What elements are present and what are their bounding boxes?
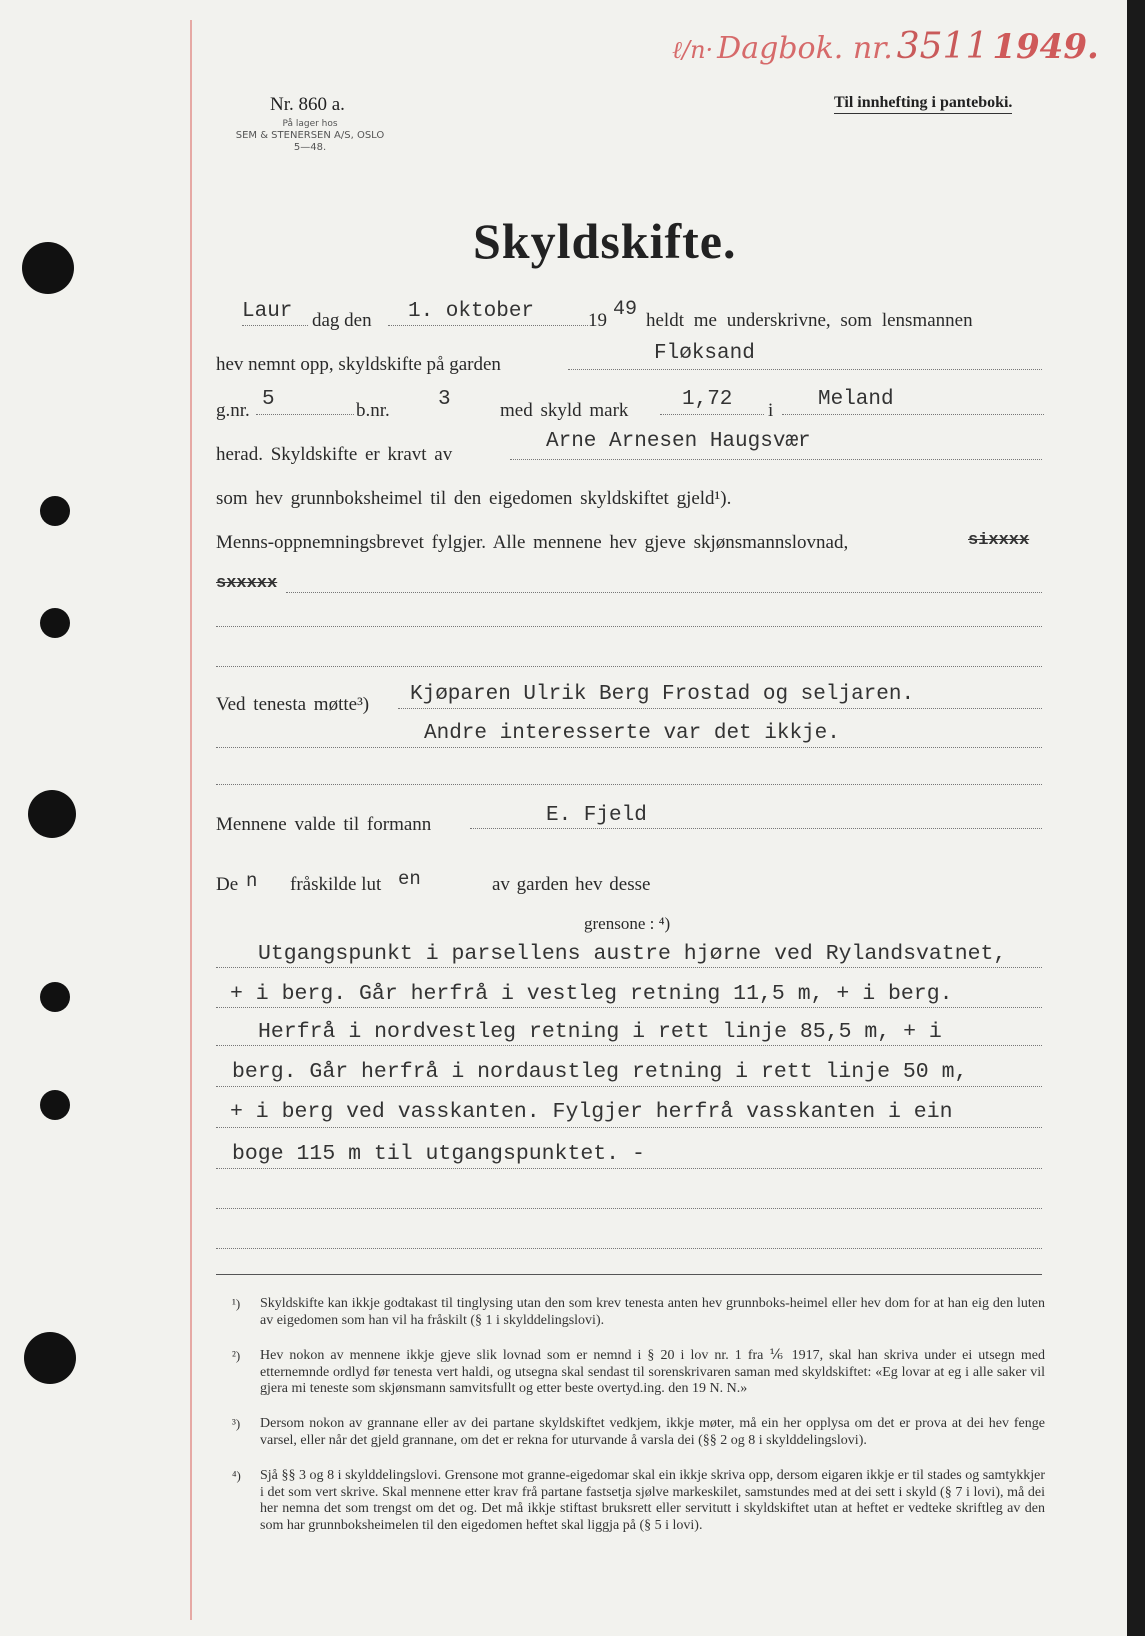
weekday-value: Laur xyxy=(242,300,293,323)
boundary-line: berg. Går herfrå i nordaustleg retning i rett linje 50 m, xyxy=(232,1060,968,1084)
dotted-line xyxy=(216,1248,1042,1249)
label-year-prefix: 19 xyxy=(588,310,607,331)
label-farm: hev nemnt opp, skyldskifte på garden xyxy=(216,354,501,375)
dagbok-stamp xyxy=(672,26,1099,67)
dotted-line xyxy=(216,1007,1042,1008)
printer-line: På lager hos xyxy=(282,119,338,129)
footnote-text: Skyldskifte kan ikkje godtakast til tinglysing utan den som krev tenesta anten hev grunnboks-heimel eller hev dom for at han eig den luten av eigedomen som han vil ha fråskilt (§ 1 i skylddelingslovi). xyxy=(260,1296,1045,1328)
dagbok-number: 3511 xyxy=(896,26,989,67)
printer-stamp xyxy=(220,118,400,154)
punch-hole xyxy=(40,608,70,638)
label-dag-den: dag den xyxy=(312,310,372,331)
punch-hole xyxy=(40,1090,70,1120)
label-heimel: som hev grunnboksheimel til den eigedomen skyldskiftet gjeld¹). xyxy=(216,488,732,509)
boundary-line: Utgangspunkt i parsellens austre hjørne ved Rylandsvatnet, xyxy=(258,942,1007,966)
label-bnr: b.nr. xyxy=(356,400,390,421)
dagbok-initials: ℓ/n· xyxy=(672,36,714,64)
dotted-line xyxy=(256,414,354,415)
document-title: Skyldskifte. xyxy=(473,213,737,269)
dotted-line xyxy=(286,592,1042,593)
footnote-text: Sjå §§ 3 og 8 i skylddelingslovi. Grensone mot granne-eigedomar skal ein ikkje skriva opp, dersom eigaren ikkje er til stades og samtykkjer i det som vert skrive. Skal mennene etter krav frå partane fastsetja sjølve markeskilet, samstundes med at dei sett i skyld (§ 7 i lovi), må dei her nemna det som trengst om det og. Det må ikkje stiftast bruksrett eller servitutt i skyldskiftet utan at heftet er vedteke skriftleg av den som har grunnboksheimelen til den eigedomen heftet skal liggja på (§ 5 i lovi). xyxy=(260,1468,1045,1533)
den-suffix: n xyxy=(246,870,258,892)
requested-by-value: Arne Arnesen Haugsvær xyxy=(546,430,811,453)
label-heldt: heldt me underskrivne, som lensmannen xyxy=(646,310,973,331)
punch-hole xyxy=(28,790,76,838)
dotted-line xyxy=(216,626,1042,627)
form-number: Nr. 860 a. xyxy=(270,94,345,115)
farm-value: Fløksand xyxy=(654,342,755,365)
dotted-line xyxy=(216,747,1042,748)
dotted-line xyxy=(782,414,1044,415)
year-value: 49 xyxy=(613,298,638,321)
dotted-line xyxy=(216,1045,1042,1046)
punch-hole xyxy=(24,1332,76,1384)
dotted-line xyxy=(216,1168,1042,1169)
footnote-mark: ²) xyxy=(232,1348,241,1363)
label-gnr: g.nr. xyxy=(216,400,250,421)
label-luten: fråskilde lut xyxy=(290,874,382,895)
binding-note: Til innhefting i panteboki. xyxy=(834,94,1012,114)
dotted-line xyxy=(216,666,1042,667)
punch-hole xyxy=(40,496,70,526)
label-i: i xyxy=(768,400,774,421)
label-menns: Menns-oppnemningsbrevet fylgjer. Alle mennene hev gjeve skjønsmannslovnad, xyxy=(216,532,849,553)
dotted-line xyxy=(216,784,1042,785)
struck-text-2: sxxxxx xyxy=(216,574,278,593)
dotted-line xyxy=(216,1127,1042,1128)
luten-suffix: en xyxy=(398,868,421,890)
footnote-mark: ¹) xyxy=(232,1296,241,1311)
dotted-line xyxy=(398,708,1042,709)
dotted-line xyxy=(216,967,1042,968)
dotted-line xyxy=(388,325,588,326)
label-skyld: med skyld mark xyxy=(500,400,629,421)
label-grensone: grensone : ⁴) xyxy=(584,914,671,933)
dotted-line xyxy=(242,325,308,326)
footnote-mark: ³) xyxy=(232,1416,241,1431)
gnr-value: 5 xyxy=(262,388,275,411)
dotted-line xyxy=(216,1086,1042,1087)
label-av-garden: av garden hev desse xyxy=(492,874,651,895)
skyld-value: 1,72 xyxy=(682,388,733,411)
label-den: De xyxy=(216,874,239,895)
dotted-line xyxy=(660,414,764,415)
label-requested-by: herad. Skyldskifte er kravt av xyxy=(216,444,453,465)
boundary-line: boge 115 m til utgangspunktet. - xyxy=(232,1142,645,1166)
printer-line: SEM & STENERSEN A/S, OSLO xyxy=(235,130,385,141)
dotted-line xyxy=(216,1208,1042,1209)
dagbok-year: 1949. xyxy=(992,27,1099,67)
struck-text-1: sixxxx xyxy=(968,531,1030,550)
punch-hole xyxy=(22,242,74,294)
footnote-separator xyxy=(216,1274,1042,1275)
label-chairman: Mennene valde til formann xyxy=(216,814,432,835)
footnote-text: Hev nokon av mennene ikkje gjeve slik lovnad som er nemnd i § 20 i lov nr. 1 fra ⅙ 1917, skal han skriva under ei utsegn med etternemnde ordlyd før tenesta vert haldi, og utsegna skal sendast til sorenskrivaren saman med skyldskiftet: «Eg lovar at eg i alle saker vil gjera mi teneste som skjønsmann samvitsfullt og etter beste overtyd.ing. den 19 N. N.» xyxy=(260,1348,1045,1397)
dotted-line xyxy=(470,828,1042,829)
date-value: 1. oktober xyxy=(408,300,535,323)
footnote-text: Dersom nokon av grannane eller av dei partane skyldskiftet vedkjem, ikkje møter, må ein her opplysa om det er prova at dei hev fenge varsel, eller når det gjeld grannane, om det er rekna for uturvande å varsla dei (§§ 2 og 8 i skylddelingslovi). xyxy=(260,1416,1045,1448)
printer-line: 5—48. xyxy=(293,142,327,153)
red-margin-line xyxy=(190,20,192,1620)
attended-line-2: Andre interesserte var det ikkje. xyxy=(424,722,840,745)
dotted-line xyxy=(568,369,1042,370)
boundary-line: Herfrå i nordvestleg retning i rett linje 85,5 m, + i xyxy=(258,1020,942,1044)
attended-line-1: Kjøparen Ulrik Berg Frostad og seljaren. xyxy=(410,683,915,706)
chairman-value: E. Fjeld xyxy=(546,804,647,827)
dotted-line xyxy=(510,459,1042,460)
bnr-value: 3 xyxy=(438,388,451,411)
label-attended: Ved tenesta møtte³) xyxy=(216,694,370,715)
punch-hole xyxy=(40,982,70,1012)
boundary-line: + i berg ved vasskanten. Fylgjer herfrå vasskanten i ein xyxy=(230,1100,953,1124)
municipality-value: Meland xyxy=(818,388,894,411)
footnote-mark: ⁴) xyxy=(232,1468,241,1483)
boundary-line: + i berg. Går herfrå i vestleg retning 11,5 m, + i berg. xyxy=(230,982,953,1006)
dagbok-label: Dagbok. nr. xyxy=(717,31,893,66)
